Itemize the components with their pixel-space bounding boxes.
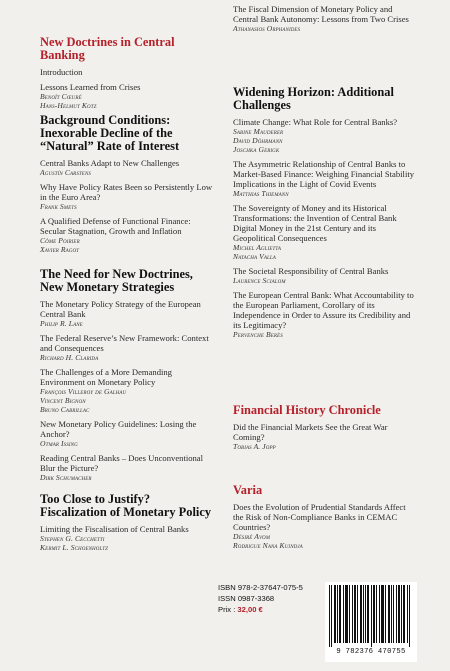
section — [233, 484, 417, 550]
article-author: Xavier Ragot — [40, 245, 80, 254]
article-entry — [40, 299, 218, 328]
article-title: The Federal Reserve’s New Framework: Context and Consequences — [40, 333, 209, 353]
article-entry — [233, 117, 417, 154]
article-title: Introduction — [40, 67, 83, 77]
article-author: Michel Aglietta — [233, 243, 282, 252]
article-title: A Qualified Defense of Functional Finance: Secular Stagnation, Growth and Inflation — [40, 216, 191, 236]
section — [233, 86, 417, 339]
article-title: Lessons Learned from Crises — [40, 82, 141, 92]
article-entry — [233, 159, 417, 198]
article-entry — [40, 158, 218, 177]
article-entry — [40, 333, 218, 362]
section — [233, 404, 417, 451]
section — [40, 493, 218, 552]
section-heading: Background Conditions: Inexorable Decline of the “Natural” Rate of Interest — [40, 113, 180, 153]
article-title: The Societal Responsibility of Central Banks — [233, 266, 389, 276]
section-heading: Too Close to Justify? Fiscalization of Monetary Policy — [40, 492, 212, 519]
section — [40, 268, 218, 482]
article-title: Central Banks Adapt to New Challenges — [40, 158, 180, 168]
article-title: The European Central Bank: What Accountability to the European Parliament, Corollary of its Independence in Order to Assure its Credibility and its Legitimacy? — [233, 290, 414, 330]
price-label: Prix : — [218, 605, 238, 614]
article-entry — [40, 182, 218, 211]
article-entry — [233, 422, 417, 451]
article-author: Frank Smets — [40, 202, 77, 211]
article-author: Benoît Cœuré — [40, 92, 82, 101]
article-entry — [40, 82, 218, 110]
article-author: David Döhrmann — [233, 136, 283, 145]
article-title: The Monetary Policy Strategy of the European Central Bank — [40, 299, 201, 319]
article-author: Richard H. Clarida — [40, 353, 99, 362]
article-author: Bruno Cabrillac — [40, 405, 90, 414]
section — [40, 36, 218, 110]
article-title: Does the Evolution of Prudential Standards Affect the Risk of Non-Compliance Banks in CEMAC Countries? — [233, 502, 406, 532]
section — [233, 4, 417, 33]
article-title: New Monetary Policy Guidelines: Losing the Anchor? — [40, 419, 197, 439]
article-author: Kermit L. Schoenholtz — [40, 543, 109, 552]
barcode-digits: 9 782376 470755 — [336, 648, 406, 656]
article-author: Pervenche Berès — [233, 330, 283, 339]
article-author: Stephen G. Cecchetti — [40, 534, 105, 543]
article-title: The Sovereignty of Money and its Historical Transformations: the Invention of Central Bank Digital Money in the 21st Century and its Geopolitical Consequences — [233, 203, 397, 243]
article-author: Joschka Gerigk — [233, 145, 280, 154]
article-author: Matthias Thiemann — [233, 189, 289, 198]
article-author: Rodrigue Nana Kuindja — [233, 541, 303, 550]
article-author: Athanasios Orphanides — [233, 24, 301, 33]
article-entry — [40, 67, 218, 77]
article-entry — [40, 524, 218, 552]
section-heading: New Doctrines in Central Banking — [40, 35, 175, 62]
article-author: Laurence Scialom — [233, 276, 286, 285]
article-author: Vincent Bignon — [40, 396, 86, 405]
article-entry — [233, 266, 417, 285]
article-title: The Fiscal Dimension of Monetary Policy and Central Bank Autonomy: Lessons from Two Crises — [233, 4, 409, 24]
article-entry — [233, 502, 417, 550]
isbn: ISBN 978-2-37647-075-5 — [218, 583, 303, 592]
issn: ISSN 0987-3368 — [218, 594, 275, 603]
article-author: François Villeroy de Galhau — [40, 387, 127, 396]
article-title: Why Have Policy Rates Been so Persistently Low in the Euro Area? — [40, 182, 213, 202]
article-entry — [233, 4, 417, 33]
article-title: The Challenges of a More Demanding Environment on Monetary Policy — [40, 367, 172, 387]
article-entry — [233, 203, 417, 261]
article-title: Climate Change: What Role for Central Banks? — [233, 117, 398, 127]
article-author: Otmar Issing — [40, 439, 78, 448]
article-title: The Asymmetric Relationship of Central Banks to Market-Based Finance: Weighing Financial Stability Implications in the Light of Covid Events — [233, 159, 415, 189]
article-title: Limiting the Fiscalisation of Central Banks — [40, 524, 189, 534]
section-heading: The Need for New Doctrines, New Monetary Strategies — [40, 267, 193, 294]
article-title: Reading Central Banks – Does Unconventional Blur the Picture? — [40, 453, 204, 473]
section-heading: Varia — [233, 483, 263, 497]
article-author: Dirk Schumacher — [40, 473, 92, 482]
article-author: Philip R. Lane — [40, 319, 83, 328]
article-author: Hans-Helmut Kotz — [40, 101, 97, 110]
article-entry — [40, 453, 218, 482]
article-title: Did the Financial Markets See the Great War Coming? — [233, 422, 388, 442]
section — [40, 114, 218, 254]
article-entry — [40, 216, 218, 254]
section-heading: Widening Horizon: Additional Challenges — [233, 85, 394, 112]
article-author: Tobias A. Jopp — [233, 442, 276, 451]
barcode-bars — [329, 585, 413, 647]
article-entry — [233, 290, 417, 339]
article-entry — [40, 367, 218, 414]
article-author: Désiré Avom — [233, 532, 270, 541]
article-author: Sabine Mauderer — [233, 127, 284, 136]
article-author: Côme Poirier — [40, 236, 80, 245]
price-value: 32,00 € — [237, 605, 263, 614]
article-entry — [40, 419, 218, 448]
article-author: Agustín Carstens — [40, 168, 91, 177]
article-author: Natacha Valla — [233, 252, 276, 261]
barcode — [325, 582, 417, 662]
section-heading: Financial History Chronicle — [233, 403, 381, 417]
